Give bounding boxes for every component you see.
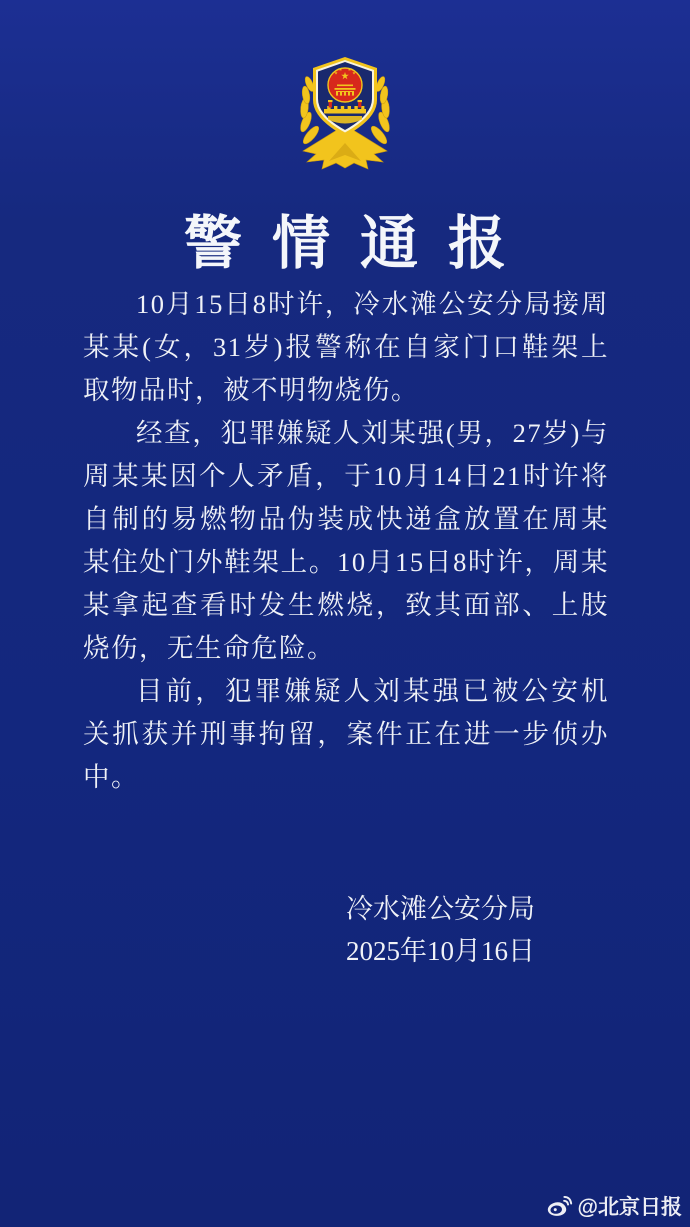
notice-paragraph-3: 目前，犯罪嫌疑人刘某强已被公安机关抓获并刑事拘留，案件正在进一步侦办中。 xyxy=(83,676,609,792)
signature-agency: 冷水滩公安分局 xyxy=(346,894,535,924)
police-badge-icon xyxy=(295,53,395,173)
weibo-icon xyxy=(546,1195,573,1218)
police-badge-emblem xyxy=(295,53,395,173)
signature-block xyxy=(346,888,535,972)
signature-date: 2025年10月16日 xyxy=(346,936,535,966)
watermark-label: @北京日报 xyxy=(577,1196,682,1219)
notice-paragraph-1: 10月15日8时许，冷水滩公安分局接周某某(女，31岁)报警称在自家门口鞋架上取物品时，被不明物烧伤。 xyxy=(83,289,609,405)
watermark xyxy=(546,1191,682,1221)
notice-title: 警情通报 xyxy=(183,211,536,276)
notice-paragraph-2: 经查，犯罪嫌疑人刘某强(男，27岁)与周某某因个人矛盾，于10月14日21时许将自制的易燃物品伪装成快递盒放置在周某某住处门外鞋架上。10月15日8时许，周某某拿起查看时发生燃烧，致其面部、上肢烧伤，无生命危险。 xyxy=(83,418,609,663)
notice-body xyxy=(83,283,609,799)
